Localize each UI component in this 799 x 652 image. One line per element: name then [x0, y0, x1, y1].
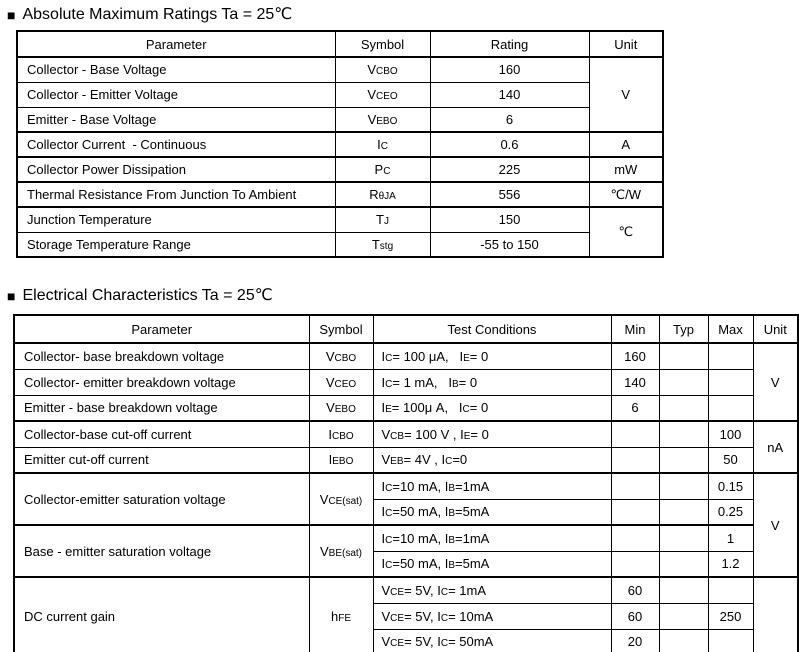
table-row [14, 447, 798, 473]
min-cell [611, 499, 659, 525]
rating-cell: 225 [430, 157, 589, 182]
subscript-text: B [448, 508, 456, 520]
text-segment: =0 [452, 452, 468, 468]
parameter-cell: Emitter cut-off current [14, 447, 309, 473]
max-cell: 50 [708, 447, 753, 473]
section-bullet-icon: ■ [7, 7, 16, 23]
max-cell [708, 395, 753, 421]
subscript-text: E [385, 404, 392, 416]
table-row [17, 132, 663, 157]
parameter-cell: Collector-base cut-off current [14, 421, 309, 447]
text-segment: V [367, 87, 376, 102]
text-segment: = 5V, I [404, 634, 441, 650]
subscript-text: C [383, 166, 391, 177]
subscript-text: C [385, 352, 393, 364]
subscript-text: C [385, 508, 393, 520]
typ-cell [659, 473, 708, 499]
text-segment: =5mA [455, 504, 490, 520]
symbol-cell [335, 157, 430, 182]
subscript-text: CBO [334, 352, 357, 364]
text-segment: =1mA [455, 478, 490, 494]
col-header-symbol: Symbol [309, 315, 373, 343]
test-conditions-cell [373, 369, 611, 395]
text-segment: I [328, 452, 333, 468]
unit-cell: nA [753, 421, 798, 473]
subscript-text: CB [390, 430, 405, 442]
max-cell [708, 343, 753, 369]
symbol-cell [335, 107, 430, 132]
test-conditions-cell [373, 447, 611, 473]
text-segment: h [330, 608, 339, 624]
subscript-text: B [448, 482, 456, 494]
max-cell: 100 [708, 421, 753, 447]
max-cell [708, 577, 753, 603]
typ-cell [659, 525, 708, 551]
subscript-text: C [440, 612, 449, 624]
header-row [17, 31, 663, 57]
subscript-text: θJA [378, 191, 396, 202]
text-segment: = 100 V , I [404, 426, 464, 442]
subscript-text: CE(sat) [328, 495, 363, 507]
table-row [17, 157, 663, 182]
text-segment: V [326, 400, 335, 416]
rating-cell: 150 [430, 207, 589, 232]
text-segment: T [371, 236, 380, 252]
min-cell: 140 [611, 369, 659, 395]
text-segment: = 100 μA, I [392, 348, 464, 364]
subscript-text: B [451, 378, 459, 390]
col-header-rating: Rating [430, 31, 589, 57]
parameter-cell: Thermal Resistance From Junction To Ambient [17, 182, 335, 207]
test-conditions-cell [373, 525, 611, 551]
text-segment: =50 mA, I [392, 556, 449, 572]
subscript-text: J [383, 216, 389, 228]
symbol-cell [335, 82, 430, 107]
max-cell: 1.2 [708, 551, 753, 577]
subscript-text: B [448, 534, 456, 546]
text-segment: =10 mA, I [392, 478, 449, 494]
typ-cell [659, 603, 708, 629]
table-row [14, 369, 798, 395]
subscript-text: EBO [334, 404, 356, 416]
abs-max-table-header [17, 31, 663, 57]
symbol-cell [335, 182, 430, 207]
text-segment: = 1 mA, I [392, 374, 452, 390]
symbol-cell [309, 525, 373, 577]
test-conditions-cell [373, 473, 611, 499]
text-segment: I [381, 400, 386, 416]
text-segment: I [381, 374, 386, 390]
symbol-cell [309, 395, 373, 421]
parameter-cell: Collector - Base Voltage [17, 57, 335, 82]
text-segment: V [381, 634, 391, 650]
section-title-text: Electrical Characteristics Ta = 25℃ [22, 287, 273, 304]
subscript-text: B [448, 560, 456, 572]
text-segment: I [381, 556, 386, 572]
symbol-cell [335, 57, 430, 82]
text-segment: I [381, 504, 386, 520]
max-cell [708, 629, 753, 652]
subscript-text: C [380, 141, 388, 152]
max-cell: 1 [708, 525, 753, 551]
subscript-text: CEO [334, 378, 357, 390]
subscript-text: CE [390, 586, 405, 598]
symbol-cell [309, 473, 373, 525]
table-row [17, 82, 663, 107]
unit-cell: V [589, 57, 663, 132]
min-cell [611, 447, 659, 473]
text-segment: = 1mA [448, 582, 486, 598]
subscript-text: CE [390, 638, 405, 650]
test-conditions-cell [373, 577, 611, 603]
subscript-text: EB [390, 456, 404, 468]
datasheet-page [0, 5, 799, 652]
min-cell [611, 551, 659, 577]
table-row [14, 473, 798, 499]
subscript-text: C [462, 404, 470, 416]
symbol-cell [309, 369, 373, 395]
col-header-unit: Unit [753, 315, 798, 343]
table-row [14, 395, 798, 421]
abs-max-ratings-table [16, 30, 664, 258]
min-cell: 60 [611, 603, 659, 629]
parameter-cell: Collector Power Dissipation [17, 157, 335, 182]
electrical-characteristics-table [13, 314, 799, 652]
text-segment: =5mA [455, 556, 490, 572]
col-header-parameter: Parameter [17, 31, 335, 57]
typ-cell [659, 499, 708, 525]
parameter-cell: DC current gain [14, 577, 309, 652]
typ-cell [659, 369, 708, 395]
table-row [14, 525, 798, 551]
text-segment: = 4V , I [403, 452, 446, 468]
subscript-text: CBO [331, 430, 354, 442]
text-segment: V [325, 348, 335, 364]
test-conditions-cell [373, 499, 611, 525]
unit-cell: ℃/W [589, 182, 663, 207]
table-row [14, 577, 798, 603]
rating-cell: 160 [430, 57, 589, 82]
col-header-test-conditions: Test Conditions [373, 315, 611, 343]
typ-cell [659, 447, 708, 473]
subscript-text: stg [379, 240, 394, 252]
subscript-text: C [445, 456, 453, 468]
test-conditions-cell [373, 629, 611, 652]
max-cell [708, 369, 753, 395]
table-row [17, 182, 663, 207]
col-header-max: Max [708, 315, 753, 343]
typ-cell [659, 343, 708, 369]
text-segment: = 0 [470, 426, 489, 442]
max-cell: 250 [708, 603, 753, 629]
test-conditions-cell [373, 603, 611, 629]
typ-cell [659, 421, 708, 447]
text-segment: V [367, 111, 377, 127]
text-segment: = 0 [469, 400, 489, 416]
max-cell: 0.25 [708, 499, 753, 525]
col-header-min: Min [611, 315, 659, 343]
text-segment: = 10mA [448, 608, 494, 624]
text-segment: V [319, 543, 329, 559]
parameter-cell: Emitter - base breakdown voltage [14, 395, 309, 421]
subscript-text: E [463, 430, 471, 442]
test-conditions-cell [373, 395, 611, 421]
text-segment: V [381, 452, 391, 468]
text-segment: V [367, 62, 376, 78]
text-segment: T [376, 212, 384, 228]
section-title-text: Absolute Maximum Ratings Ta = 25℃ [22, 6, 293, 23]
text-segment: =50 mA, I [392, 504, 449, 520]
subscript-text: C [385, 482, 393, 494]
rating-cell: 6 [430, 107, 589, 132]
table-row [17, 207, 663, 232]
max-cell: 0.15 [708, 473, 753, 499]
text-segment: = 5V, I [404, 608, 441, 624]
subscript-text: C [385, 560, 393, 572]
text-segment: I [381, 478, 386, 494]
subscript-text: C [385, 378, 393, 390]
subscript-text: CEO [376, 91, 398, 102]
table-row [14, 421, 798, 447]
subscript-text: C [440, 638, 449, 650]
symbol-cell [309, 343, 373, 369]
typ-cell [659, 629, 708, 652]
min-cell: 160 [611, 343, 659, 369]
section-bullet-icon: ■ [7, 288, 16, 304]
unit-cell: A [589, 132, 663, 157]
parameter-cell: Collector-emitter saturation voltage [14, 473, 309, 525]
parameter-cell: Collector Current - Continuous [17, 132, 335, 157]
parameter-cell: Collector- emitter breakdown voltage [14, 369, 309, 395]
symbol-cell [309, 421, 373, 447]
text-segment: I [377, 137, 381, 152]
min-cell [611, 421, 659, 447]
text-segment: P [374, 162, 384, 177]
text-segment: R [369, 187, 379, 202]
text-segment: V [325, 374, 335, 390]
parameter-cell: Collector - Emitter Voltage [17, 82, 335, 107]
col-header-typ: Typ [659, 315, 708, 343]
rating-cell: 140 [430, 82, 589, 107]
text-segment: I [328, 426, 332, 442]
text-segment: =1mA [455, 530, 490, 546]
unit-cell: mW [589, 157, 663, 182]
min-cell: 6 [611, 395, 659, 421]
text-segment: =10 mA, I [392, 530, 449, 546]
col-header-unit: Unit [589, 31, 663, 57]
min-cell: 60 [611, 577, 659, 603]
header-row [14, 315, 798, 343]
elec-table-header [14, 315, 798, 343]
parameter-cell: Storage Temperature Range [17, 232, 335, 257]
symbol-cell [335, 132, 430, 157]
text-segment: V [381, 608, 391, 624]
unit-cell [753, 577, 798, 652]
table-row [17, 107, 663, 132]
rating-cell: 556 [430, 182, 589, 207]
symbol-cell [309, 447, 373, 473]
test-conditions-cell [373, 551, 611, 577]
test-conditions-cell [373, 343, 611, 369]
text-segment: V [381, 426, 391, 442]
elec-char-section-title [7, 286, 799, 306]
text-segment: = 50mA [448, 634, 494, 650]
text-segment: = 5V, I [404, 582, 441, 598]
min-cell [611, 473, 659, 499]
subscript-text: C [385, 534, 393, 546]
subscript-text: CBO [376, 66, 398, 78]
subscript-text: CE [390, 612, 405, 624]
text-segment: V [381, 582, 391, 598]
unit-cell: V [753, 473, 798, 577]
text-segment: V [319, 491, 329, 507]
typ-cell [659, 577, 708, 603]
rating-cell: 0.6 [430, 132, 589, 157]
symbol-cell [309, 577, 373, 652]
unit-cell: ℃ [589, 207, 663, 257]
col-header-symbol: Symbol [335, 31, 430, 57]
typ-cell [659, 551, 708, 577]
min-cell: 20 [611, 629, 659, 652]
table-row [14, 343, 798, 369]
subscript-text: FE [338, 612, 351, 624]
parameter-cell: Emitter - Base Voltage [17, 107, 335, 132]
text-segment: = 0 [469, 348, 489, 364]
min-cell [611, 525, 659, 551]
text-segment: = 0 [458, 374, 478, 390]
subscript-text: E [463, 352, 470, 364]
text-segment: I [381, 530, 386, 546]
col-header-parameter: Parameter [14, 315, 309, 343]
typ-cell [659, 395, 708, 421]
symbol-cell [335, 232, 430, 257]
parameter-cell: Base - emitter saturation voltage [14, 525, 309, 577]
table-row [17, 57, 663, 82]
text-segment: I [381, 348, 386, 364]
parameter-cell: Collector- base breakdown voltage [14, 343, 309, 369]
test-conditions-cell [373, 421, 611, 447]
table-row [17, 232, 663, 257]
abs-max-section-title [7, 5, 799, 25]
subscript-text: C [440, 586, 449, 598]
subscript-text: BE(sat) [328, 547, 362, 559]
parameter-cell: Junction Temperature [17, 207, 335, 232]
text-segment: = 100μ A, I [391, 400, 463, 416]
rating-cell: -55 to 150 [430, 232, 589, 257]
symbol-cell [335, 207, 430, 232]
subscript-text: EBO [332, 456, 354, 468]
unit-cell: V [753, 343, 798, 421]
subscript-text: EBO [376, 115, 398, 127]
